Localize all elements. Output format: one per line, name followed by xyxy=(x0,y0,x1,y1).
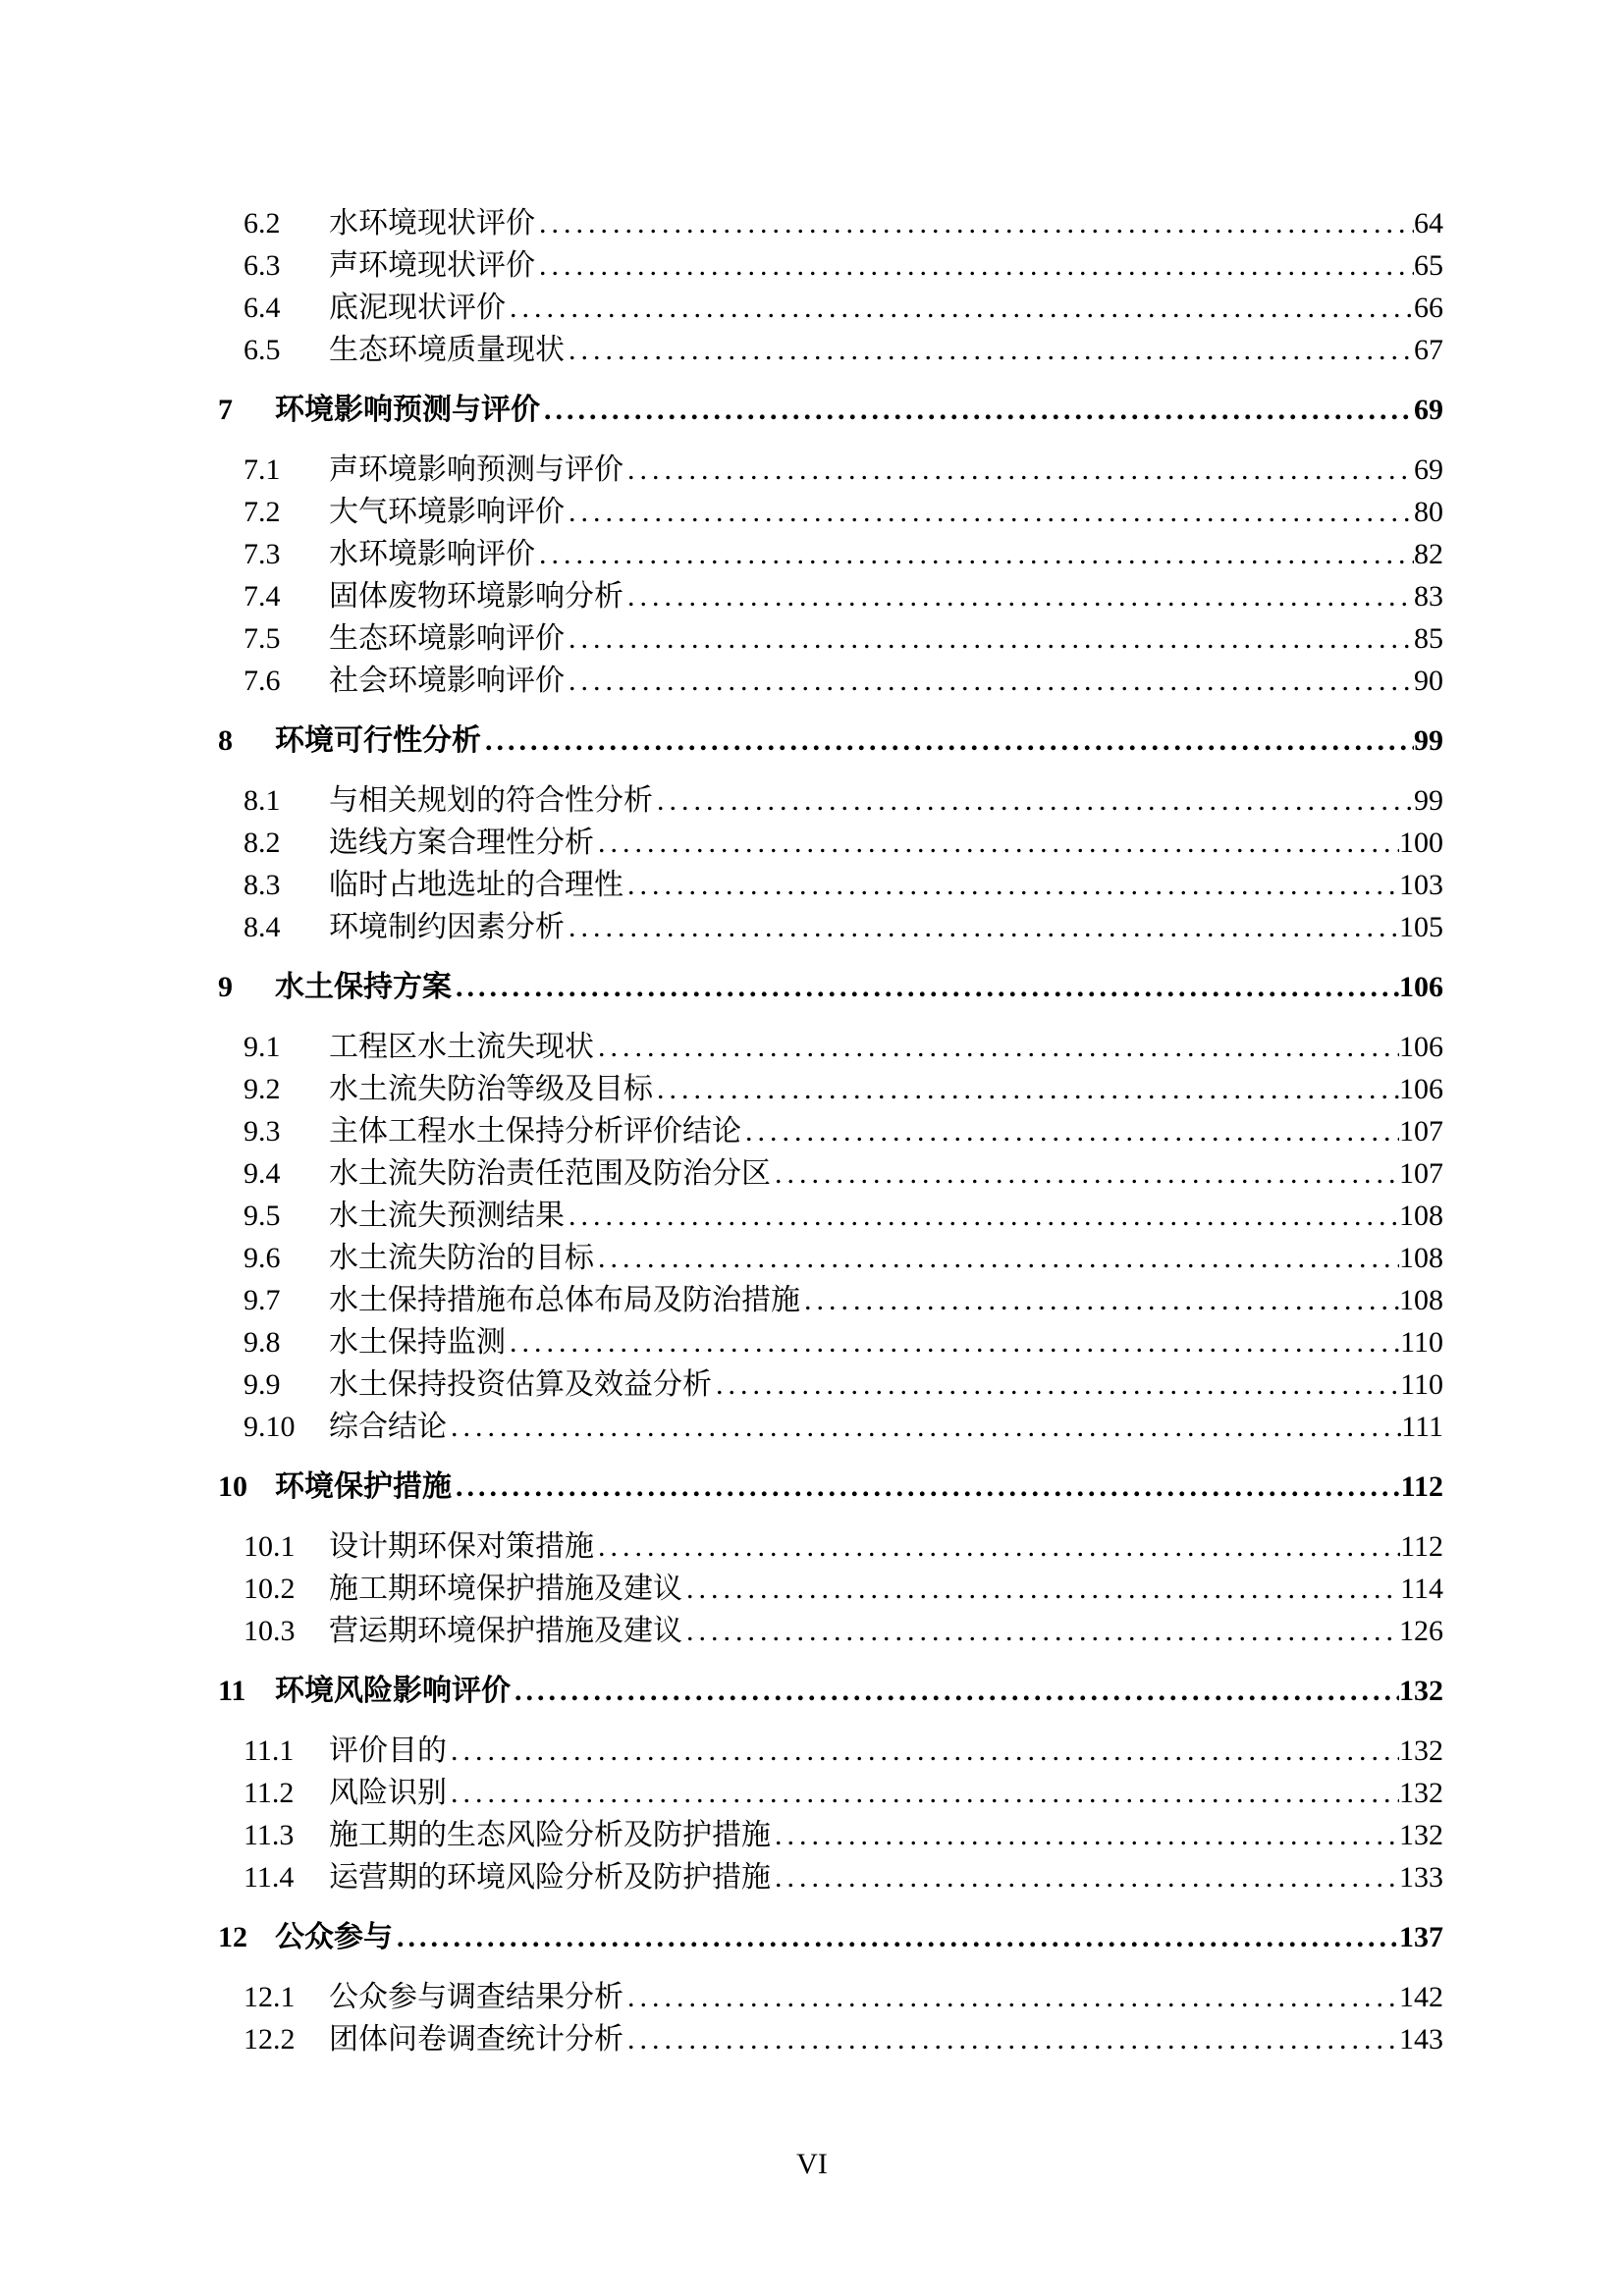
toc-entry-number: 7.6 xyxy=(244,665,281,697)
toc-entry[interactable] xyxy=(218,1152,1443,1195)
toc-entry-page: 100 xyxy=(1399,827,1443,859)
toc-dot-leader xyxy=(598,1237,1399,1279)
toc-entry-number: 12 xyxy=(218,1921,247,1953)
toc-entry-number: 10 xyxy=(218,1470,247,1503)
toc-entry[interactable] xyxy=(218,1856,1443,1898)
toc-dot-leader xyxy=(686,1568,1400,1610)
toc-dot-leader xyxy=(485,720,1414,762)
table-of-contents xyxy=(218,202,1443,2060)
toc-entry[interactable] xyxy=(218,491,1443,533)
toc-entry[interactable] xyxy=(218,1670,1443,1712)
toc-entry-page: 103 xyxy=(1399,869,1443,901)
toc-entry[interactable] xyxy=(218,1321,1443,1363)
toc-dot-leader xyxy=(686,1610,1399,1652)
toc-entry-number: 11 xyxy=(218,1675,246,1707)
toc-entry-number: 9.5 xyxy=(244,1200,281,1232)
toc-entry-number: 11.1 xyxy=(244,1735,295,1767)
toc-dot-leader xyxy=(804,1279,1399,1321)
toc-dot-leader xyxy=(627,864,1399,906)
toc-entry-title: 工程区水土流失现状 xyxy=(329,1031,594,1063)
toc-entry-title: 选线方案合理性分析 xyxy=(329,827,594,859)
toc-entry-page: 133 xyxy=(1399,1861,1443,1894)
toc-entry[interactable] xyxy=(218,1279,1443,1321)
toc-entry[interactable] xyxy=(218,533,1443,575)
toc-entry-number: 9.6 xyxy=(244,1242,281,1274)
toc-entry-number: 12.2 xyxy=(244,2023,296,2056)
toc-entry-page: 132 xyxy=(1399,1819,1443,1851)
toc-entry-number: 9.3 xyxy=(244,1115,281,1148)
toc-entry-title: 环境影响预测与评价 xyxy=(275,394,540,426)
toc-entry-number: 8.3 xyxy=(244,869,281,901)
toc-entry-title: 水土保持措施布总体布局及防治措施 xyxy=(329,1284,800,1316)
toc-entry-number: 6.3 xyxy=(244,249,281,282)
toc-entry-page: 108 xyxy=(1399,1284,1443,1316)
toc-entry-page: 69 xyxy=(1414,394,1443,426)
toc-entry[interactable] xyxy=(218,966,1443,1008)
toc-dot-leader xyxy=(451,1772,1399,1814)
toc-entry-title: 环境风险影响评价 xyxy=(275,1675,511,1707)
toc-entry[interactable] xyxy=(218,449,1443,491)
toc-entry-page: 99 xyxy=(1414,784,1443,817)
toc-entry[interactable] xyxy=(218,1026,1443,1068)
toc-entry-page: 137 xyxy=(1399,1921,1443,1953)
toc-dot-leader xyxy=(627,1976,1399,2018)
toc-entry[interactable] xyxy=(218,287,1443,329)
toc-entry[interactable] xyxy=(218,660,1443,702)
toc-entry-page: 83 xyxy=(1414,580,1443,613)
toc-entry-page: 107 xyxy=(1399,1115,1443,1148)
toc-entry[interactable] xyxy=(218,1525,1443,1568)
toc-dot-leader xyxy=(775,1856,1399,1898)
toc-entry[interactable] xyxy=(218,329,1443,371)
toc-entry-number: 6.2 xyxy=(244,207,281,240)
toc-dot-leader xyxy=(456,1466,1401,1508)
toc-entry[interactable] xyxy=(218,1772,1443,1814)
toc-entry-title: 大气环境影响评价 xyxy=(329,496,565,528)
toc-entry-page: 114 xyxy=(1400,1573,1443,1605)
toc-entry[interactable] xyxy=(218,1068,1443,1110)
toc-entry-title: 生态环境影响评价 xyxy=(329,622,565,655)
toc-dot-leader xyxy=(568,329,1414,371)
toc-entry-title: 团体问卷调查统计分析 xyxy=(329,2023,623,2056)
toc-entry[interactable] xyxy=(218,617,1443,660)
toc-dot-leader xyxy=(539,202,1414,244)
toc-dot-leader xyxy=(544,389,1414,431)
toc-dot-leader xyxy=(451,1730,1399,1772)
toc-dot-leader xyxy=(627,575,1414,617)
toc-entry-number: 10.3 xyxy=(244,1615,296,1647)
toc-entry-number: 10.1 xyxy=(244,1530,296,1563)
toc-entry-number: 8.4 xyxy=(244,911,281,943)
toc-entry-title: 临时占地选址的合理性 xyxy=(329,869,623,901)
toc-entry-number: 9.9 xyxy=(244,1368,281,1401)
toc-entry-title: 公众参与 xyxy=(275,1921,393,1953)
toc-dot-leader xyxy=(539,533,1414,575)
toc-entry-number: 12.1 xyxy=(244,1981,296,2013)
toc-dot-leader xyxy=(598,1026,1399,1068)
toc-entry-title: 运营期的环境风险分析及防护措施 xyxy=(329,1861,771,1894)
toc-dot-leader xyxy=(510,287,1414,329)
toc-entry-page: 108 xyxy=(1399,1242,1443,1274)
toc-dot-leader xyxy=(568,660,1414,702)
toc-entry-number: 10.2 xyxy=(244,1573,296,1605)
toc-entry-number: 6.5 xyxy=(244,334,281,366)
toc-entry[interactable] xyxy=(218,822,1443,864)
toc-entry-title: 声环境影响预测与评价 xyxy=(329,454,623,486)
toc-dot-leader xyxy=(657,1068,1399,1110)
footer-page-number: VI xyxy=(796,2148,828,2180)
toc-entry[interactable] xyxy=(218,1237,1443,1279)
toc-entry[interactable] xyxy=(218,1814,1443,1856)
toc-entry-page: 107 xyxy=(1399,1157,1443,1190)
toc-entry-page: 110 xyxy=(1400,1368,1443,1401)
toc-entry-number: 11.4 xyxy=(244,1861,295,1894)
toc-dot-leader xyxy=(627,449,1414,491)
toc-entry-number: 9.10 xyxy=(244,1411,296,1443)
toc-entry-title: 综合结论 xyxy=(329,1411,447,1443)
toc-entry[interactable] xyxy=(218,1110,1443,1152)
toc-dot-leader xyxy=(775,1152,1399,1195)
toc-entry-title: 水土流失防治等级及目标 xyxy=(329,1073,653,1105)
toc-dot-leader xyxy=(568,491,1414,533)
toc-dot-leader xyxy=(716,1363,1400,1406)
toc-dot-leader xyxy=(456,966,1399,1008)
toc-entry[interactable] xyxy=(218,2018,1443,2060)
toc-entry-number: 9.2 xyxy=(244,1073,281,1105)
toc-entry[interactable] xyxy=(218,1406,1443,1448)
toc-entry-page: 106 xyxy=(1399,1031,1443,1063)
toc-entry-page: 132 xyxy=(1399,1735,1443,1767)
toc-entry-title: 评价目的 xyxy=(329,1735,447,1767)
toc-entry-number: 11.3 xyxy=(244,1819,295,1851)
toc-entry-title: 施工期环境保护措施及建议 xyxy=(329,1573,682,1605)
toc-entry-title: 主体工程水土保持分析评价结论 xyxy=(329,1115,741,1148)
toc-dot-leader xyxy=(397,1916,1399,1958)
toc-entry[interactable] xyxy=(218,1610,1443,1652)
toc-entry[interactable] xyxy=(218,202,1443,244)
toc-entry[interactable] xyxy=(218,1466,1443,1508)
toc-entry-page: 105 xyxy=(1399,911,1443,943)
toc-dot-leader xyxy=(657,779,1414,822)
toc-entry-title: 水土流失预测结果 xyxy=(329,1200,565,1232)
toc-entry[interactable] xyxy=(218,1976,1443,2018)
toc-entry[interactable] xyxy=(218,1568,1443,1610)
toc-entry-page: 64 xyxy=(1414,207,1443,240)
toc-entry-page: 143 xyxy=(1399,2023,1443,2056)
toc-entry-page: 85 xyxy=(1414,622,1443,655)
toc-entry-page: 90 xyxy=(1414,665,1443,697)
toc-entry-title: 水土保持方案 xyxy=(275,971,452,1003)
toc-entry-title: 公众参与调查结果分析 xyxy=(329,1981,623,2013)
toc-entry-title: 施工期的生态风险分析及防护措施 xyxy=(329,1819,771,1851)
toc-entry-title: 环境保护措施 xyxy=(275,1470,452,1503)
toc-entry-number: 11.2 xyxy=(244,1777,295,1809)
toc-entry-title: 环境可行性分析 xyxy=(275,724,481,757)
toc-entry-title: 生态环境质量现状 xyxy=(329,334,565,366)
toc-entry-number: 9.4 xyxy=(244,1157,281,1190)
toc-entry[interactable] xyxy=(218,1363,1443,1406)
toc-entry-number: 7.5 xyxy=(244,622,281,655)
toc-entry-page: 112 xyxy=(1400,1470,1443,1503)
toc-dot-leader xyxy=(539,244,1414,287)
toc-entry-page: 80 xyxy=(1414,496,1443,528)
toc-entry[interactable] xyxy=(218,389,1443,431)
toc-entry-page: 126 xyxy=(1399,1615,1443,1647)
toc-entry-number: 7.1 xyxy=(244,454,281,486)
toc-entry-title: 风险识别 xyxy=(329,1777,447,1809)
toc-dot-leader xyxy=(568,906,1399,948)
toc-entry-page: 142 xyxy=(1399,1981,1443,2013)
toc-entry-title: 设计期环保对策措施 xyxy=(329,1530,594,1563)
toc-entry-page: 132 xyxy=(1399,1675,1443,1707)
toc-entry-page: 110 xyxy=(1400,1326,1443,1359)
toc-entry-page: 111 xyxy=(1401,1411,1443,1443)
toc-entry-title: 营运期环境保护措施及建议 xyxy=(329,1615,682,1647)
toc-entry-number: 9 xyxy=(218,971,233,1003)
toc-dot-leader xyxy=(745,1110,1399,1152)
toc-entry[interactable] xyxy=(218,1195,1443,1237)
toc-entry-number: 7.4 xyxy=(244,580,281,613)
toc-entry-title: 固体废物环境影响分析 xyxy=(329,580,623,613)
toc-entry-title: 水土保持投资估算及效益分析 xyxy=(329,1368,712,1401)
toc-entry-title: 底泥现状评价 xyxy=(329,292,506,324)
toc-entry-page: 67 xyxy=(1414,334,1443,366)
toc-entry-page: 106 xyxy=(1399,971,1443,1003)
toc-entry-page: 112 xyxy=(1400,1530,1443,1563)
toc-entry-page: 108 xyxy=(1399,1200,1443,1232)
toc-dot-leader xyxy=(627,2018,1399,2060)
toc-dot-leader xyxy=(510,1321,1400,1363)
toc-entry[interactable] xyxy=(218,779,1443,822)
toc-entry-page: 106 xyxy=(1399,1073,1443,1105)
toc-entry[interactable] xyxy=(218,1916,1443,1958)
toc-entry[interactable] xyxy=(218,864,1443,906)
toc-entry-title: 声环境现状评价 xyxy=(329,249,535,282)
toc-dot-leader xyxy=(568,1195,1399,1237)
toc-entry-number: 7.2 xyxy=(244,496,281,528)
toc-entry[interactable] xyxy=(218,906,1443,948)
toc-entry-title: 水土流失防治的目标 xyxy=(329,1242,594,1274)
toc-dot-leader xyxy=(568,617,1414,660)
toc-entry[interactable] xyxy=(218,720,1443,762)
toc-entry-page: 66 xyxy=(1414,292,1443,324)
toc-entry-title: 与相关规划的符合性分析 xyxy=(329,784,653,817)
toc-entry-number: 9.8 xyxy=(244,1326,281,1359)
toc-entry-number: 8.2 xyxy=(244,827,281,859)
toc-entry-title: 水土保持监测 xyxy=(329,1326,506,1359)
toc-entry-title: 水环境现状评价 xyxy=(329,207,535,240)
toc-dot-leader xyxy=(514,1670,1399,1712)
toc-entry-number: 7.3 xyxy=(244,538,281,570)
toc-dot-leader xyxy=(451,1406,1401,1448)
toc-dot-leader xyxy=(598,1525,1400,1568)
toc-entry-title: 社会环境影响评价 xyxy=(329,665,565,697)
toc-entry-title: 水土流失防治责任范围及防治分区 xyxy=(329,1157,771,1190)
toc-entry-number: 9.7 xyxy=(244,1284,281,1316)
toc-entry-page: 69 xyxy=(1414,454,1443,486)
toc-entry-number: 8 xyxy=(218,724,233,757)
toc-entry-title: 环境制约因素分析 xyxy=(329,911,565,943)
toc-entry[interactable] xyxy=(218,575,1443,617)
toc-entry-page: 132 xyxy=(1399,1777,1443,1809)
toc-entry-number: 9.1 xyxy=(244,1031,281,1063)
toc-dot-leader xyxy=(598,822,1399,864)
toc-entry-number: 7 xyxy=(218,394,233,426)
toc-entry-page: 82 xyxy=(1414,538,1443,570)
toc-dot-leader xyxy=(775,1814,1399,1856)
toc-entry-title: 水环境影响评价 xyxy=(329,538,535,570)
toc-entry[interactable] xyxy=(218,244,1443,287)
toc-entry-page: 65 xyxy=(1414,249,1443,282)
toc-entry-number: 6.4 xyxy=(244,292,281,324)
toc-entry-number: 8.1 xyxy=(244,784,281,817)
toc-entry-page: 99 xyxy=(1414,724,1443,757)
toc-entry[interactable] xyxy=(218,1730,1443,1772)
